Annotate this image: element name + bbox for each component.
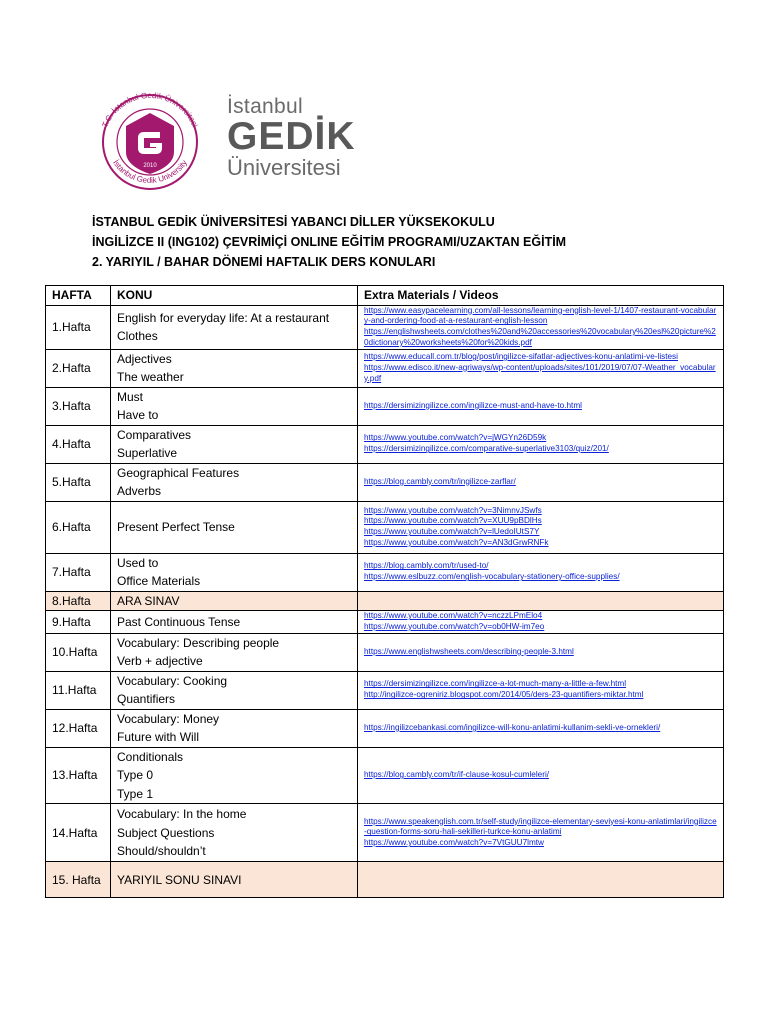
wordmark-istanbul: İstanbul [227,95,303,118]
topic-line: Used to [117,555,159,570]
topic-line: Past Continuous Tense [117,614,241,629]
university-logo [86,82,386,192]
week-cell: 1.Hafta [46,305,111,349]
materials-cell [358,709,724,747]
materials-cell [358,747,724,804]
weekly-syllabus-table [45,285,724,898]
topic-cell [111,804,358,862]
table-row [46,591,724,611]
table-row [46,463,724,501]
table-row [46,671,724,709]
table-row [46,804,724,862]
material-link[interactable]: https://www.youtube.com/watch?v=3NimnvJSwfs [364,505,542,515]
materials-cell [358,387,724,425]
week-cell: 6.Hafta [46,501,111,553]
materials-cell [358,553,724,591]
heading-line-2: İNGİLİZCE II (ING102) ÇEVRİMİÇİ ONLINE EĞİTİM PROGRAMI/UZAKTAN EĞİTİM [92,235,567,249]
topic-cell [111,387,358,425]
material-link[interactable]: https://www.youtube.com/watch?v=jWGYn26D59k [364,433,547,443]
topic-cell [111,747,358,804]
material-link[interactable]: https://www.youtube.com/watch?v=7VtGUU7lmtw [364,838,544,848]
university-seal-icon [86,82,214,192]
table-row [46,387,724,425]
week-cell: 14.Hafta [46,804,111,862]
materials-cell [358,349,724,387]
topic-line: Type 0 [117,768,154,783]
topic-line: Present Perfect Tense [117,519,235,534]
topic-cell [111,633,358,671]
material-link[interactable]: https://www.eslbuzz.com/english-vocabulary-stationery-office-supplies/ [364,572,620,582]
material-link[interactable]: https://www.youtube.com/watch?v=ob0HW-im7eo [364,621,545,631]
material-link[interactable]: https://blog.cambly.com/tr/used-to/ [364,561,489,571]
materials-cell [358,804,724,862]
week-cell: 13.Hafta [46,747,111,804]
material-link[interactable]: https://blog.cambly.com/tr/if-clause-kosul-cumleleri/ [364,770,550,780]
week-cell: 7.Hafta [46,553,111,591]
materials-cell [358,425,724,463]
topic-line: Type 1 [117,786,154,801]
week-cell: 10.Hafta [46,633,111,671]
table-header-row [46,286,724,306]
materials-cell [358,633,724,671]
material-link[interactable]: https://www.educall.com.tr/blog/post/ingilizce-sifatlar-adjectives-konu-anlatimi-ve-listesi [364,351,678,361]
topic-line: English for everyday life: At a restaurant [117,310,330,325]
topic-cell [111,862,358,898]
header-topic: KONU [111,286,358,306]
topic-line: YARIYIL SONU SINAVI [117,872,242,887]
materials-cell [358,501,724,553]
material-link[interactable]: https://ingilizcebankasi.com/ingilizce-will-konu-anlatimi-kullanim-sekli-ve-ornekleri/ [364,722,661,732]
topic-cell [111,553,358,591]
topic-cell [111,709,358,747]
table-row [46,709,724,747]
topic-cell [111,425,358,463]
heading-line-3: 2. YARIYIL / BAHAR DÖNEMİ HAFTALIK DERS KONULARI [92,255,436,269]
topic-cell [111,305,358,349]
materials-cell [358,305,724,349]
topic-line: Verb + adjective [117,654,203,669]
material-link[interactable]: https://www.englishwsheets.com/describing-people-3.html [364,646,574,656]
topic-line: Vocabulary: Money [117,711,220,726]
week-cell: 5.Hafta [46,463,111,501]
topic-line: Superlative [117,446,178,461]
week-cell: 9.Hafta [46,611,111,634]
table-body [46,305,724,898]
wordmark-universitesi: Üniversitesi [227,155,341,180]
topic-line: Geographical Features [117,465,240,480]
table-row [46,553,724,591]
topic-line: The weather [117,370,184,385]
material-link[interactable]: https://blog.cambly.com/tr/ingilizce-zarflar/ [364,476,516,486]
table-row [46,611,724,634]
material-link[interactable]: https://www.youtube.com/watch?v=nczzLPmElo4 [364,611,543,621]
seal-year: 2010 [143,163,157,169]
week-cell: 3.Hafta [46,387,111,425]
topic-cell [111,611,358,634]
topic-cell [111,501,358,553]
material-link[interactable]: https://dersimizingilizce.com/comparative-superlative3103/quiz/201/ [364,444,609,454]
table-row [46,349,724,387]
topic-line: Office Materials [117,574,201,589]
materials-cell [358,671,724,709]
material-link[interactable]: https://englishwsheets.com/clothes%20and%20accessories%20vocabulary%20esl%20picture%20dictionary%20worksheets%20for%20kids.pdf [364,327,716,347]
topic-line: Vocabulary: Describing people [117,635,280,650]
topic-cell [111,349,358,387]
week-cell: 2.Hafta [46,349,111,387]
wordmark [227,96,356,180]
table-row [46,501,724,553]
wordmark-gedik: GEDİK [227,115,356,158]
week-cell: 4.Hafta [46,425,111,463]
header-week: HAFTA [46,286,111,306]
seal-text-bottom: İstanbul Gedik University [111,158,189,185]
week-cell: 15. Hafta [46,862,111,898]
seal-text-top: T.C. İstanbul Gedik Üniversitesi [100,90,200,129]
topic-line: ARA SINAV [117,593,180,608]
material-link[interactable]: http://ingilizce-ogreniriz.blogspot.com/2014/05/ders-23-quantifiers-miktar.html [364,690,644,700]
material-link[interactable]: https://dersimizingilizce.com/ingilizce-a-lot-much-many-a-little-a-few.html [364,679,627,689]
material-link[interactable]: https://dersimizingilizce.com/ingilizce-must-and-have-to.html [364,400,582,410]
material-link[interactable]: https://www.easypacelearning.com/all-lessons/learning-english-level-1/1407-restaurant-vocabulary-and-ordering-food-at-a-restaurant-english-lesson [364,305,717,326]
material-link[interactable]: https://www.youtube.com/watch?v=lUedoIUtS7Y [364,527,540,537]
material-link[interactable]: https://www.speakenglish.com.tr/self-study/ingilizce-elementary-seviyesi-konu-anlatimlari/ingilizce-question-forms-soru-hali-sekilleri-turkce-konu-anlatimi [364,816,717,837]
heading-line-1: İSTANBUL GEDİK ÜNİVERSİTESİ YABANCI DİLLER YÜKSEKOKULU [92,215,495,229]
table-row [46,862,724,898]
topic-line: Adjectives [117,351,172,366]
table-row [46,747,724,804]
materials-cell [358,463,724,501]
topic-line: Comparatives [117,427,192,442]
topic-cell [111,671,358,709]
materials-cell [358,611,724,634]
table-row [46,425,724,463]
topic-line: Have to [117,408,159,423]
materials-cell [358,591,724,611]
topic-line: Clothes [117,329,158,344]
week-cell: 12.Hafta [46,709,111,747]
material-link[interactable]: https://www.youtube.com/watch?v=XUU9pBDlHs [364,516,542,526]
topic-line: Vocabulary: Cooking [117,673,228,688]
table-row [46,305,724,349]
topic-line: Conditionals [117,749,184,764]
topic-line: Vocabulary: In the home [117,807,247,822]
topic-line: Quantifiers [117,692,176,707]
topic-line: Should/shouldn’t [117,844,206,859]
topic-cell [111,591,358,611]
week-cell: 11.Hafta [46,671,111,709]
week-cell: 8.Hafta [46,591,111,611]
topic-line: Adverbs [117,484,162,499]
topic-line: Future with Will [117,730,200,745]
materials-cell [358,862,724,898]
document-heading [92,212,566,272]
header-materials: Extra Materials / Videos [358,286,724,306]
material-link[interactable]: https://www.youtube.com/watch?v=AN3dGrwRNFk [364,537,549,547]
material-link[interactable]: https://www.edisco.it/new-agriways/wp-content/uploads/sites/101/2019/07/07-Weather_vocabulary.pdf [364,362,716,383]
table-row [46,633,724,671]
topic-line: Must [117,389,144,404]
topic-cell [111,463,358,501]
topic-line: Subject Questions [117,825,215,840]
